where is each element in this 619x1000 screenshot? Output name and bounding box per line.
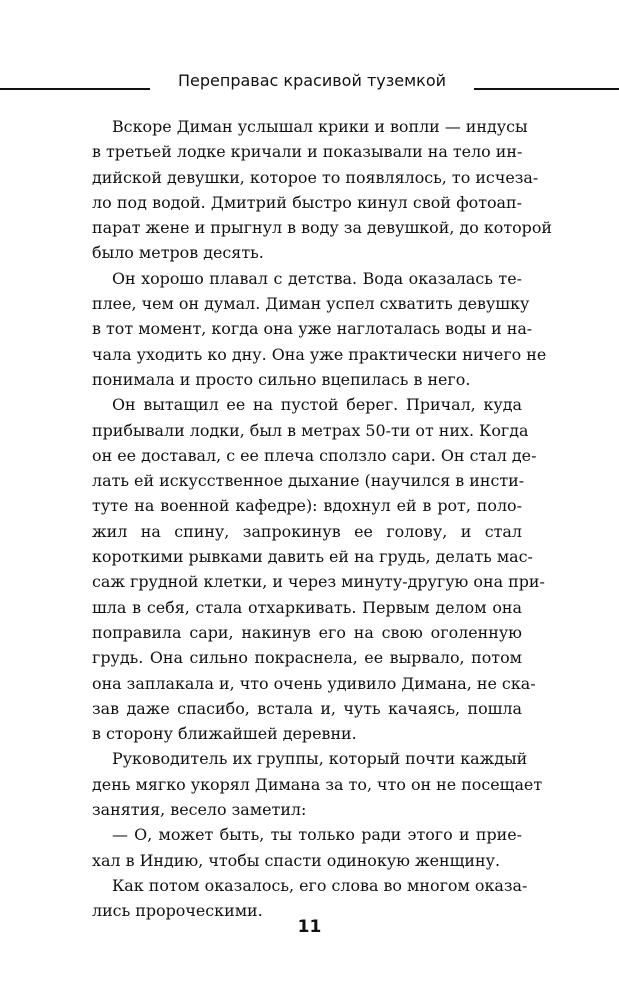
text-line: короткими рывками давить ей на грудь, делать мас- [92, 547, 533, 567]
text-line: в тот момент, когда она уже наглоталась воды и на- [92, 319, 533, 339]
text-line: Он хорошо плавал с детства. Вода оказалась те- [112, 268, 522, 288]
text-line: было метров десять. [92, 243, 264, 263]
running-title: Переправас красивой туземкой [178, 71, 446, 90]
text-line: саж грудной клетки, и через минуту-другую она при- [92, 572, 545, 592]
page-number: 11 [297, 917, 322, 937]
header-rule-left [0, 88, 150, 90]
text-line: шла в себя, стала отхаркивать. Первым делом она [92, 597, 522, 617]
text-line: Вскоре Диман услышал крики и вопли — индусы [112, 117, 528, 136]
text-line: парат жене и прыгнул в воду за девушкой, до которой [92, 218, 553, 238]
text-line: чала уходить ко дну. Она уже практически ничего не [92, 344, 547, 364]
body-text [92, 114, 553, 924]
text-line: понимала и просто сильно вцепилась в него. [92, 369, 471, 389]
header-rule-right [474, 88, 619, 90]
text-line: день мягко укорял Димана за то, что он не посещает [92, 774, 543, 794]
paragraph-2 [92, 266, 547, 392]
text-line: ло под водой. Дмитрий быстро кинул свой фотоап- [92, 192, 522, 212]
text-line: хал в Индию, чтобы спасти одинокую женщину. [92, 850, 501, 870]
text-line: туте на военной кафедре): вдохнул ей в рот, поло- [92, 496, 522, 516]
paragraph-5-dialogue [92, 822, 522, 873]
paragraph-1 [92, 114, 553, 266]
text-line: Он вытащил ее на пустой берег. Причал, куда [112, 395, 522, 415]
text-line: лись пророческими. [92, 901, 263, 921]
text-line: Руководитель их группы, который почти каждый [112, 749, 528, 769]
text-line: он ее доставал, с ее плеча сползло сари. Он стал де- [92, 445, 537, 465]
text-line: дийской девушки, которое то появлялось, то исчеза- [92, 167, 539, 187]
text-line: грудь. Она сильно покраснела, ее вырвало, потом [92, 648, 522, 668]
text-line: в сторону ближайшей деревни. [92, 724, 357, 744]
text-line: зав даже спасибо, встала и, чуть качаясь, пошла [92, 698, 522, 718]
text-line: Как потом оказалось, его слова во многом оказа- [112, 875, 528, 895]
text-line: прибывали лодки, был в метрах 50-ти от них. Когда [92, 420, 529, 440]
text-line: — О, может быть, ты только ради этого и прие- [112, 825, 522, 845]
text-line: в третьей лодке кричали и показывали на тело ин- [92, 142, 523, 162]
paragraph-4 [92, 746, 543, 822]
text-line: занятия, весело заметил: [92, 800, 307, 820]
running-header [0, 62, 619, 102]
text-line: поправила сари, накинув его на свою оголенную [92, 622, 522, 642]
text-line: жил на спину, запрокинув ее голову, и стал [92, 521, 522, 541]
text-line: она заплакала и, что очень удивило Димана, не ска- [92, 673, 536, 693]
text-line: плее, чем он думал. Диман успел схватить девушку [92, 294, 530, 314]
paragraph-3 [92, 392, 545, 746]
text-line: лать ей искусственное дыхание (научился в инсти- [92, 471, 525, 491]
